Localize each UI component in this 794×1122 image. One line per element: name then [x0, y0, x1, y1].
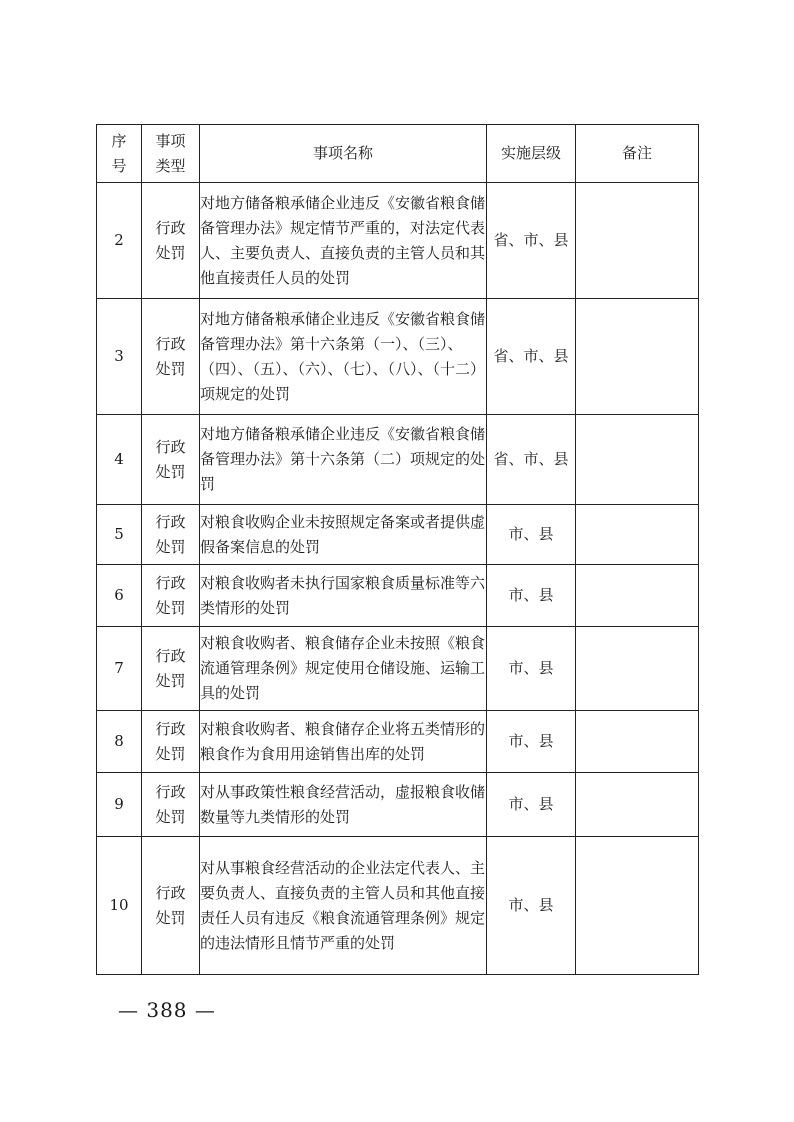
row-type-line2: 处罚 [155, 537, 186, 556]
row-type-line1: 行政 [155, 782, 186, 801]
row-name: 对地方储备粮承储企业违反《安徽省粮食储备管理办法》第十六条第（二）项规定的处罚 [200, 415, 487, 505]
row-type [142, 415, 200, 505]
row-type-line2: 处罚 [155, 359, 186, 378]
row-type [142, 505, 200, 565]
row-type [142, 627, 200, 711]
row-name: 对粮食收购者未执行国家粮食质量标准等六类情形的处罚 [200, 565, 487, 627]
row-note [576, 773, 699, 837]
table-row [97, 505, 699, 565]
row-type-line2: 处罚 [155, 671, 186, 690]
row-type-line2: 处罚 [155, 908, 186, 927]
row-note [576, 299, 699, 415]
row-type [142, 565, 200, 627]
row-number: 6 [97, 565, 142, 627]
table-row [97, 565, 699, 627]
row-type-line1: 行政 [155, 218, 186, 237]
page-number: — 388 — [118, 998, 216, 1022]
table-row [97, 773, 699, 837]
row-note [576, 565, 699, 627]
table-row [97, 183, 699, 299]
row-type [142, 711, 200, 773]
row-name: 对从事政策性粮食经营活动，虚报粮食收储数量等九类情形的处罚 [200, 773, 487, 837]
row-type-line2: 处罚 [155, 744, 186, 763]
row-number: 7 [97, 627, 142, 711]
row-type [142, 773, 200, 837]
row-type-line1: 行政 [155, 883, 186, 902]
table-row [97, 299, 699, 415]
row-type [142, 183, 200, 299]
row-level: 市、县 [487, 565, 576, 627]
row-name: 对粮食收购者、粮食储存企业将五类情形的粮食作为食用用途销售出库的处罚 [200, 711, 487, 773]
row-level: 市、县 [487, 627, 576, 711]
table-row [97, 711, 699, 773]
row-type-line1: 行政 [155, 646, 186, 665]
row-note [576, 711, 699, 773]
row-level: 市、县 [487, 505, 576, 565]
row-number: 2 [97, 183, 142, 299]
row-note [576, 505, 699, 565]
header-type-line1: 事项 [155, 131, 186, 150]
row-type-line1: 行政 [155, 334, 186, 353]
row-note [576, 837, 699, 975]
row-number: 3 [97, 299, 142, 415]
row-number: 4 [97, 415, 142, 505]
table-header-row [97, 125, 699, 183]
row-level: 省、市、县 [487, 183, 576, 299]
table-row [97, 837, 699, 975]
row-type-line2: 处罚 [155, 243, 186, 262]
row-note [576, 627, 699, 711]
row-type-line1: 行政 [155, 437, 186, 456]
row-type-line2: 处罚 [155, 598, 186, 617]
table-row [97, 415, 699, 505]
header-level: 实施层级 [487, 125, 576, 183]
row-level: 省、市、县 [487, 299, 576, 415]
row-number: 5 [97, 505, 142, 565]
row-type [142, 837, 200, 975]
table-row [97, 627, 699, 711]
row-type [142, 299, 200, 415]
row-level: 市、县 [487, 773, 576, 837]
row-type-line1: 行政 [155, 719, 186, 738]
row-name: 对粮食收购者、粮食储存企业未按照《粮食流通管理条例》规定使用仓储设施、运输工具的处罚 [200, 627, 487, 711]
row-level: 市、县 [487, 711, 576, 773]
header-note: 备注 [576, 125, 699, 183]
row-type-line1: 行政 [155, 573, 186, 592]
row-number: 8 [97, 711, 142, 773]
header-number-line1: 序 [111, 131, 127, 150]
row-name: 对粮食收购企业未按照规定备案或者提供虚假备案信息的处罚 [200, 505, 487, 565]
header-name: 事项名称 [200, 125, 487, 183]
header-number [97, 125, 142, 183]
row-type-line2: 处罚 [155, 807, 186, 826]
row-type-line2: 处罚 [155, 462, 186, 481]
row-number: 9 [97, 773, 142, 837]
row-note [576, 415, 699, 505]
row-level: 省、市、县 [487, 415, 576, 505]
row-name: 对地方储备粮承储企业违反《安徽省粮食储备管理办法》规定情节严重的，对法定代表人、主要负责人、直接负责的主管人员和其他直接责任人员的处罚 [200, 183, 487, 299]
row-note [576, 183, 699, 299]
row-level: 市、县 [487, 837, 576, 975]
row-number: 10 [97, 837, 142, 975]
row-name: 对从事粮食经营活动的企业法定代表人、主要负责人、直接负责的主管人员和其他直接责任人员有违反《粮食流通管理条例》规定的违法情形且情节严重的处罚 [200, 837, 487, 975]
row-type-line1: 行政 [155, 512, 186, 531]
row-name: 对地方储备粮承储企业违反《安徽省粮食储备管理办法》第十六条第（一）、（三）、（四）、（五）、（六）、（七）、（八）、（十二）项规定的处罚 [200, 299, 487, 415]
header-type [142, 125, 200, 183]
header-type-line2: 类型 [155, 156, 186, 175]
items-table [96, 124, 699, 975]
header-number-line2: 号 [111, 156, 127, 175]
